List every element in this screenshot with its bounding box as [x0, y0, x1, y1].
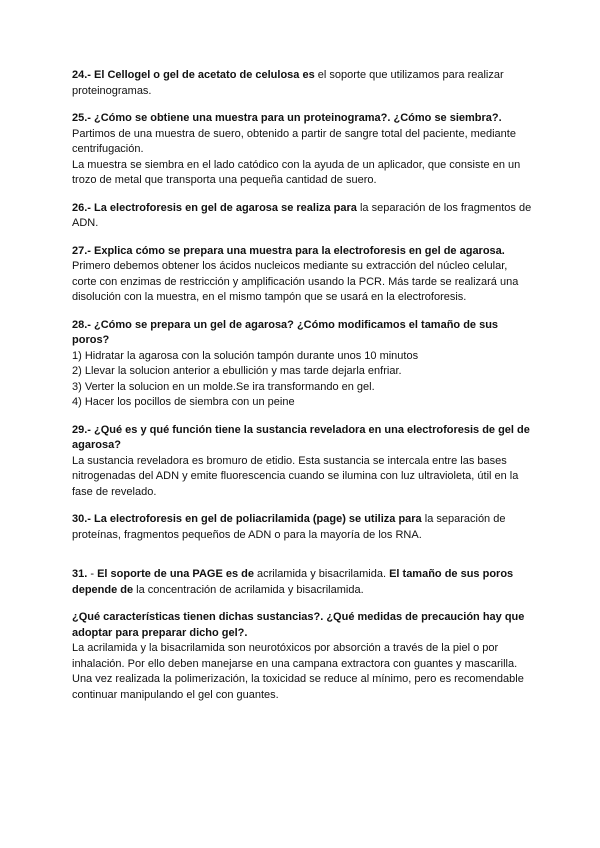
question-31b-answer: La acrilamida y la bisacrilamida son neurotóxicos por absorción a través de la piel o por inhalación. Por ello deben manejarse en una campana extractora con guantes y mascarilla. Una vez realizada la polimerización, la toxicidad se reduce al mínimo, pero es recomendable continuar manipulando el gel con guantes.: [72, 642, 524, 701]
question-28-prompt: 28.- ¿Cómo se prepara un gel de agarosa? ¿Cómo modificamos el tamaño de sus poros?: [72, 318, 499, 346]
question-30-answer: la separación de proteínas, fragmentos pequeños de ADN o para la mayoría de los RNA.: [72, 513, 506, 541]
question-31b: [72, 610, 534, 703]
question-31-prompt-2: El tamaño de sus poros depende de: [72, 568, 514, 596]
question-31-answer-2: la concentración de acrilamida y bisacrilamida.: [133, 583, 364, 596]
question-25-answer-1: Partimos de una muestra de suero, obtenido a partir de sangre total del paciente, mediante centrifugación.: [72, 127, 516, 155]
question-25: [72, 111, 534, 189]
question-31b-prompt: ¿Qué características tienen dichas sustancias?. ¿Qué medidas de precaución hay que adoptar para preparar dicho gel?.: [72, 611, 525, 639]
question-28-step-2: 2) Llevar la solucion anterior a ebullición y mas tarde dejarla enfriar.: [72, 365, 402, 377]
question-31-answer-1: acrilamida y bisacrilamida.: [253, 568, 390, 580]
question-24-text: [72, 68, 534, 99]
question-27: [72, 244, 534, 306]
question-31-prompt-1: El soporte de una PAGE es de: [97, 568, 254, 580]
question-31: [72, 567, 534, 598]
question-26-answer: la separación de los fragmentos de ADN.: [72, 201, 532, 229]
question-28-step-3: 3) Verter la solucion en un molde.Se ira transformando en gel.: [72, 380, 375, 393]
question-28-step-1: 1) Hidratar la agarosa con la solución tampón durante unos 10 minutos: [72, 349, 419, 362]
question-26-text: [72, 201, 534, 232]
question-31-text: [72, 567, 534, 598]
question-24-prompt: 24.- El Cellogel o gel de acetato de celulosa es: [72, 69, 315, 81]
question-24-answer: el soporte que utilizamos para realizar proteinogramas.: [72, 69, 504, 97]
question-25-answer-2: La muestra se siembra en el lado catódico con la ayuda de un aplicador, que consiste en un trozo de metal que transporta una pequeña cantidad de suero.: [72, 158, 521, 186]
question-31-number: 31.: [72, 568, 88, 580]
question-31-dash: -: [87, 568, 98, 580]
question-26-prompt: 26.- La electroforesis en gel de agarosa se realiza para: [72, 201, 357, 214]
document-page: [72, 68, 534, 715]
question-27-prompt: 27.- Explica cómo se prepara una muestra para la electroforesis en gel de agarosa.: [72, 244, 505, 257]
question-29: [72, 423, 534, 501]
question-29-prompt: 29.- ¿Qué es y qué función tiene la sustancia reveladora en una electroforesis de gel de agarosa?: [72, 423, 530, 451]
question-24: [72, 68, 534, 99]
question-30: [72, 512, 534, 543]
question-29-answer: La sustancia reveladora es bromuro de etidio. Esta sustancia se intercala entre las bases nitrogenadas del ADN y emite fluorescencia cuando se ilumina con luz ultravioleta, útil en la fase de revelado.: [72, 454, 519, 498]
question-30-text: [72, 512, 534, 543]
question-28: [72, 318, 534, 411]
question-26: [72, 201, 534, 232]
question-25-prompt: 25.- ¿Cómo se obtiene una muestra para un proteinograma?. ¿Cómo se siembra?.: [72, 112, 502, 124]
question-28-step-4: 4) Hacer los pocillos de siembra con un peine: [72, 396, 295, 408]
question-30-prompt: 30.- La electroforesis en gel de poliacrilamida (page) se utiliza para: [72, 513, 422, 525]
question-27-answer: Primero debemos obtener los ácidos nucleicos mediante su extracción del núcleo celular, corte con enzimas de restricción y amplificación usando la PCR. Más tarde se realizará una disolución con la muestra, en el mismo tampón que se usará en la electroforesis.: [72, 260, 519, 303]
